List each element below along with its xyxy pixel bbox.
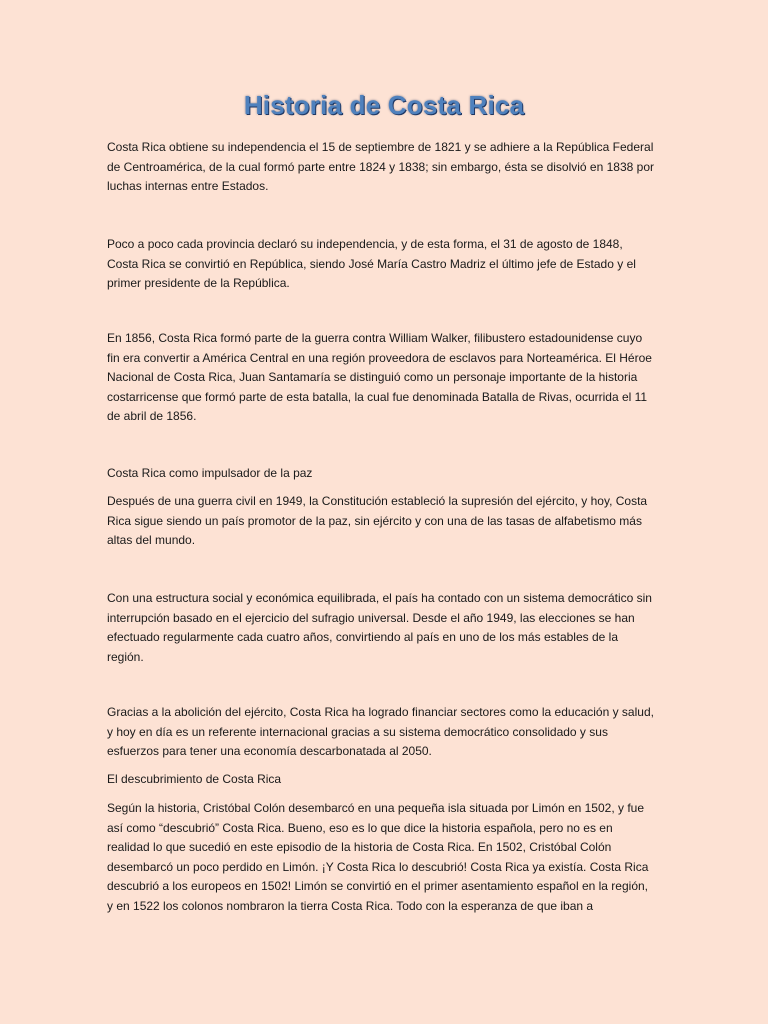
paragraph-army-abolition: Después de una guerra civil en 1949, la Constitución estableció la supresión del ejército, y hoy, Costa Rica sigue siendo un país promotor de la paz, sin ejército y con una de las tasas de alfabetismo más altas del mundo.: [107, 494, 648, 547]
paragraph-democracy: Con una estructura social y económica equilibrada, el país ha contado con un sistema democrático sin interrupción basado en el ejercicio del sufragio universal. Desde el año 1949, las elecciones se han efectuado regularmente cada cuatro años, convirtiendo al país en uno de los más estables de la región.: [107, 591, 652, 664]
document-title: Historia de Costa Rica: [243, 90, 525, 120]
paragraph-columbus: Según la historia, Cristóbal Colón desembarcó en una pequeña isla situada por Limón en 1502, y fue así como “descubrió” Costa Rica. Bueno, eso es lo que dice la historia española, pero no es en realidad lo que sucedió en este episodio de la historia de Costa Rica. En 1502, Cristóbal Colón desembarcó un poco perdido en Limón. ¡Y Costa Rica lo descubrió! Costa Rica ya existía. Costa Rica descubrió a los europeos en 1502! Limón se convirtió en el primer asentamiento español en la región, y en 1522 los colonos nombraron la tierra Costa Rica. Todo con la esperanza de que iban a: [107, 801, 649, 913]
paragraph-education: Gracias a la abolición del ejército, Costa Rica ha logrado financiar sectores como la educación y salud, y hoy en día es un referente internacional gracias a su sistema democrático consolidado y sus esfuerzos para tener una economía descarbonatada al 2050.: [107, 705, 654, 758]
section-heading-peace: Costa Rica como impulsador de la paz: [107, 466, 313, 480]
section-heading-discovery: El descubrimiento de Costa Rica: [107, 772, 282, 786]
paragraph-republic: Poco a poco cada provincia declaró su independencia, y de esta forma, el 31 de agosto de 1848, Costa Rica se convirtió en República, siendo José María Castro Madriz el último jefe de Estado y el primer presidente de la República.: [107, 237, 636, 290]
paragraph-walker-war: En 1856, Costa Rica formó parte de la guerra contra William Walker, filibustero estadounidense cuyo fin era convertir a América Central en una región proveedora de esclavos para Norteamérica. El Héroe Nacional de Costa Rica, Juan Santamaría se distinguió como un personaje importante de la historia costarricense que formó parte de esta batalla, la cual fue denominada Batalla de Rivas, ocurrida el 11 de abril de 1856.: [107, 331, 652, 423]
paragraph-independence: Costa Rica obtiene su independencia el 15 de septiembre de 1821 y se adhiere a la República Federal de Centroamérica, de la cual formó parte entre 1824 y 1838; sin embargo, ésta se disolvió en 1838 por luchas internas entre Estados.: [107, 140, 654, 193]
